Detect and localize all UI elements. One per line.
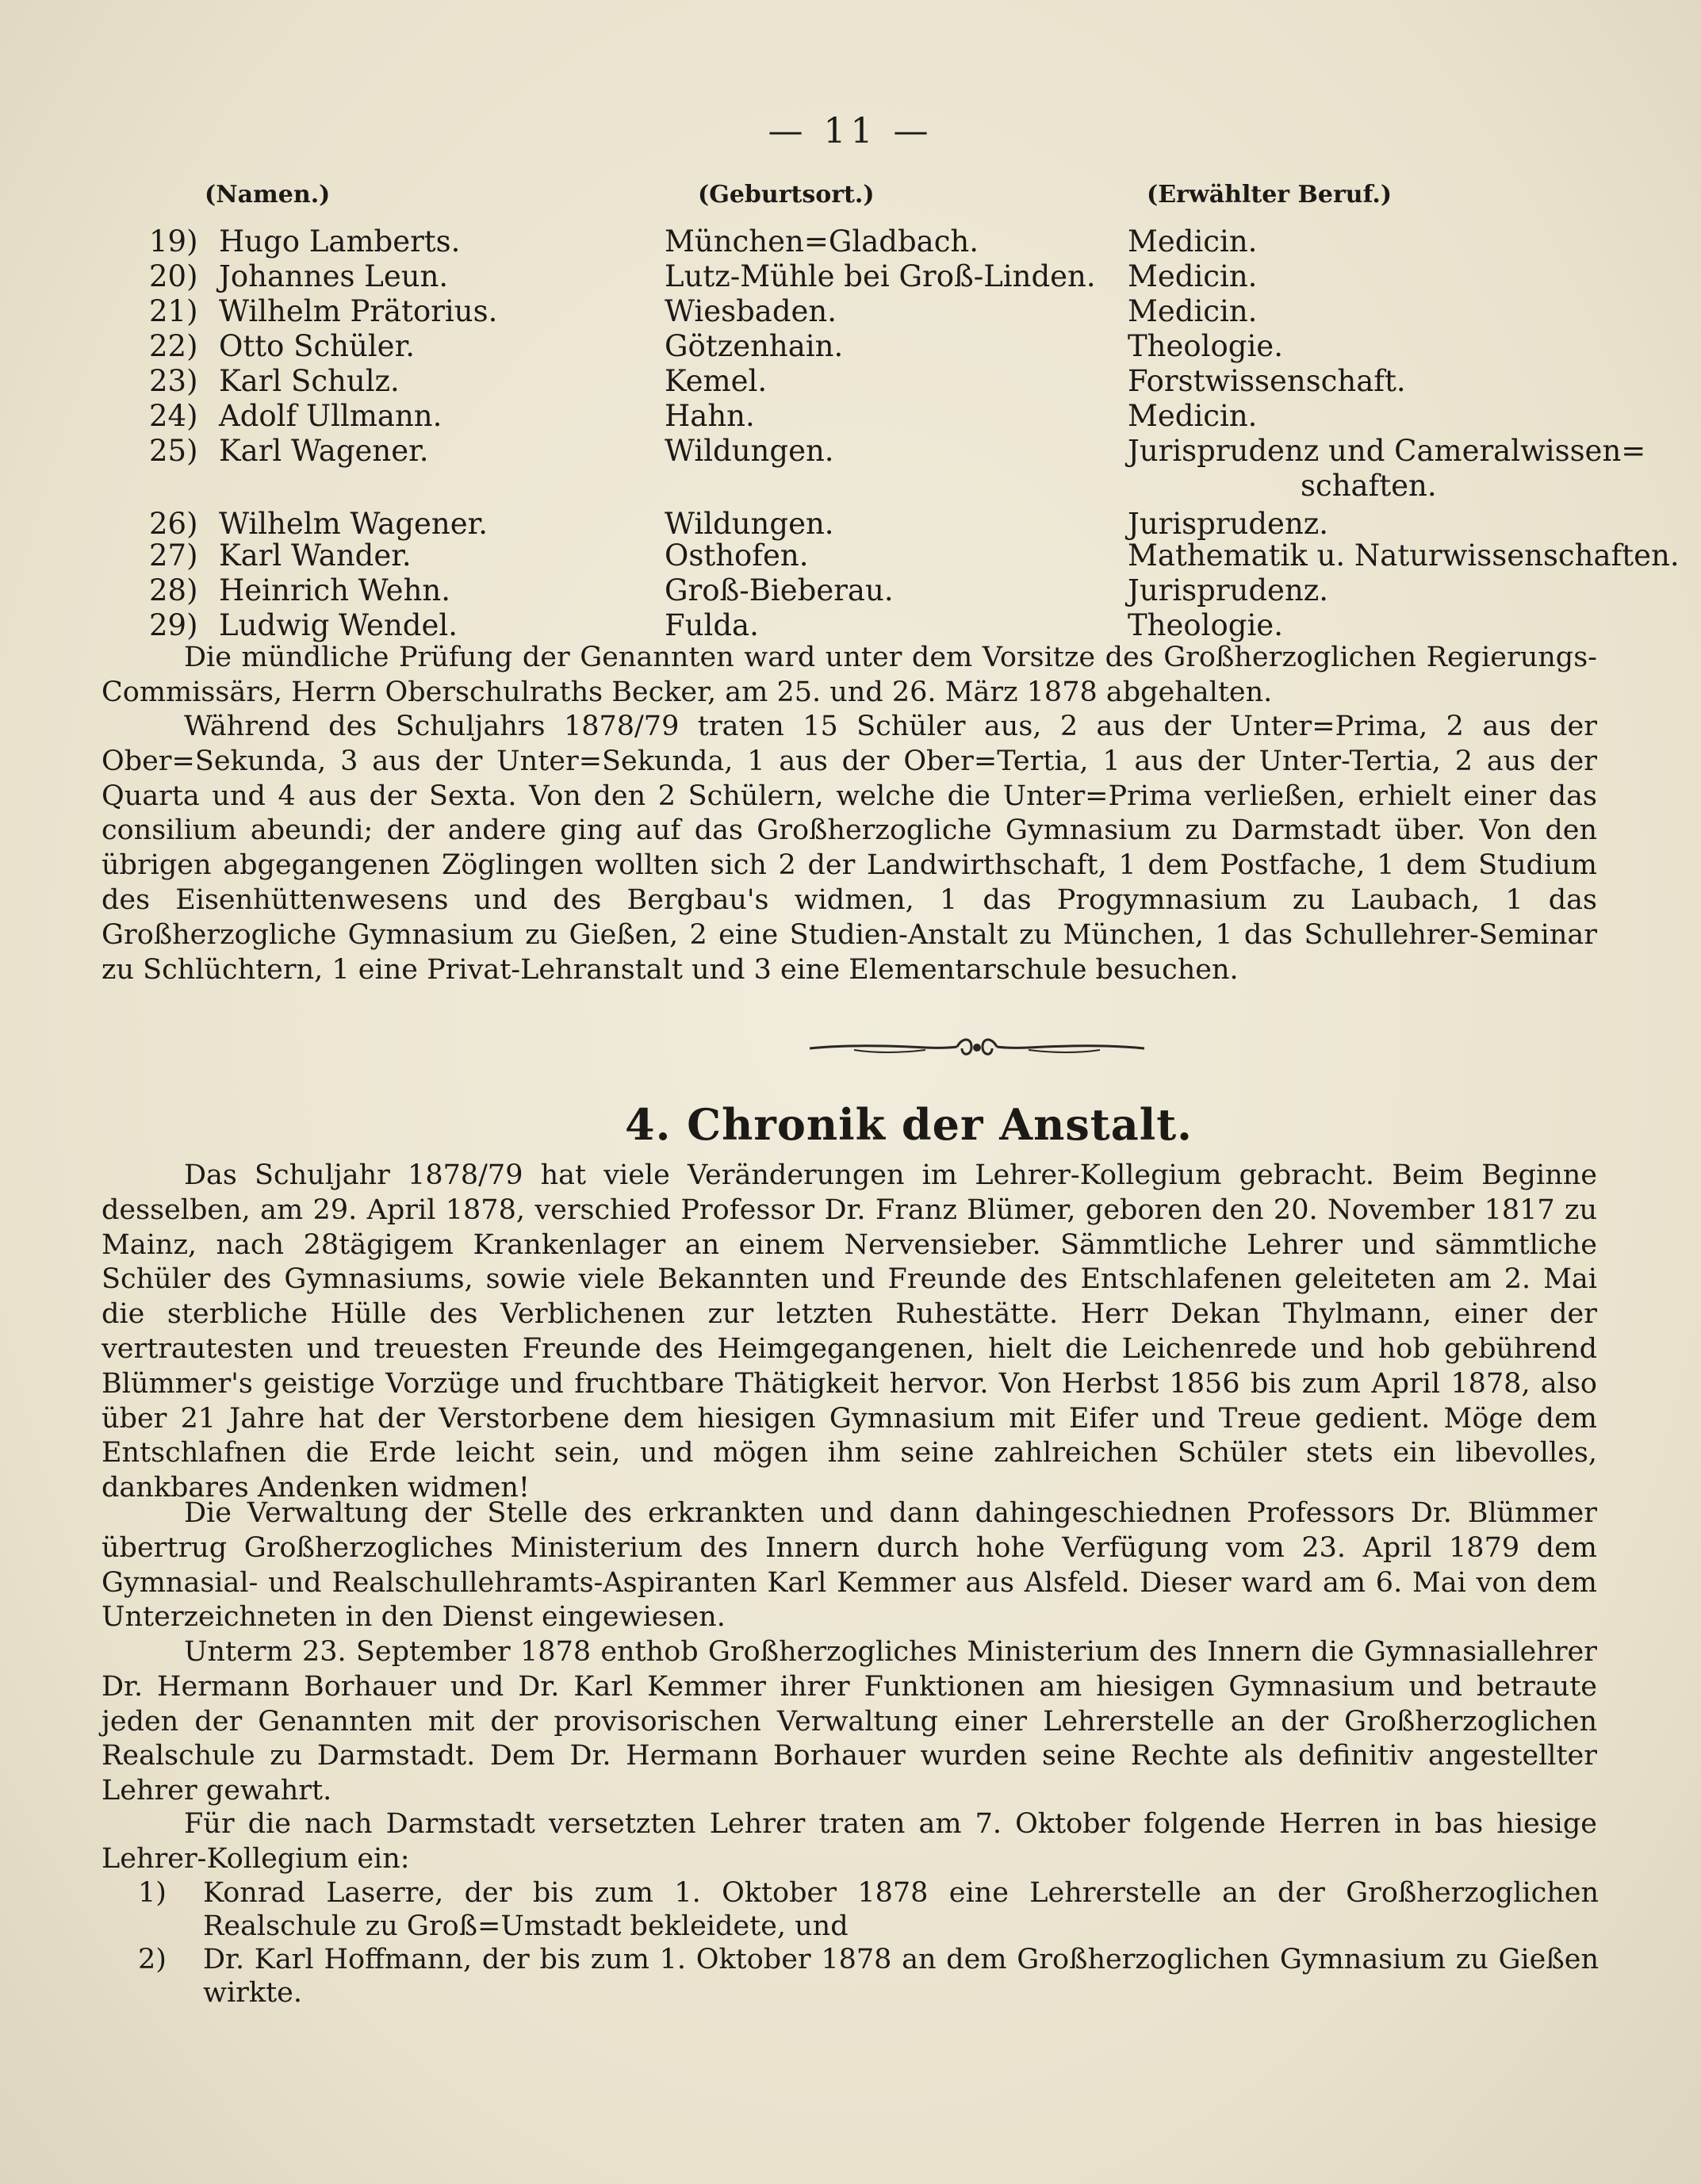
exam-paragraph bbox=[102, 641, 1597, 711]
list-item bbox=[0, 608, 1701, 643]
list-item bbox=[0, 259, 1701, 294]
chronicle-paragraph-4 bbox=[102, 1807, 1597, 1877]
departures-text: Während des Schuljahrs 1878/79 traten 15 Schüler aus, 2 aus der Unter=Prima, 2 aus der Ober=Sekunda, 3 aus der Unter=Sekunda, 1 aus der Ober=Tertia, 1 aus der Unter-Tertia, 2 aus der Quarta und 4 aus der Sexta. Von den 2 Schülern, welche die Unter=Prima verließen, erhielt einer das consilium abeundi; der andere ging auf das Großherzogliche Gymnasium zu Darmstadt über. Von den übrigen abgegangenen Zöglingen wollten sich 2 der Landwirthschaft, 1 dem Postfache, 1 dem Studium des Eisenhüttenwesens und des Bergbau's widmen, 1 das Progymnasium zu Laubach, 1 das Großherzogliche Gymnasium zu Gießen, 2 eine Studien-Anstalt zu München, 1 das Schullehrer-Seminar zu Schlüchtern, 1 eine Privat-Lehranstalt und 3 eine Elementarschule besuchen. bbox=[102, 711, 1597, 986]
graduate-name: Adolf Ullmann. bbox=[219, 399, 442, 433]
graduate-name: Hugo Lamberts. bbox=[219, 224, 461, 259]
column-header-career: (Erwählter Beruf.) bbox=[1147, 181, 1393, 209]
graduate-name: Wilhelm Wagener. bbox=[219, 507, 488, 541]
graduate-number: 22) bbox=[149, 329, 198, 363]
graduate-number: 26) bbox=[149, 507, 198, 541]
page-number: — 11 — bbox=[768, 111, 933, 151]
item-label: 2) bbox=[138, 1944, 167, 1975]
new-teacher-item bbox=[138, 1943, 1599, 2010]
chronicle-text: Das Schuljahr 1878/79 hat viele Veränderungen im Lehrer-Kollegium gebracht. Beim Beginne desselben, am 29. April 1878, verschied Professor Dr. Franz Blümer, geboren den 20. November 1817 zu Mainz, nach 28tägigem Krankenlager an einem Nervensieber. Sämmtliche Lehrer und sämmtliche Schüler des Gymnasiums, sowie viele Bekannten und Freunde des Entschlafenen geleiteten am 2. Mai die sterbliche Hülle des Verblichenen zur letzten Ruhestätte. Herr Dekan Thylmann, einer der vertrautesten und treuesten Freunde des Heimgegangenen, hielt die Leichenrede und hob gebührend Blümmer's geistige Vorzüge und fruchtbare Thätigkeit hervor. Von Herbst 1856 bis zum April 1878, also über 21 Jahre hat der Verstorbene dem hiesigen Gymnasium mit Eifer und Treue gedient. Möge dem Entschlafnen die Erde leicht sein, und mögen ihm seine zahlreichen Schüler stets ein libevolles, dankbares Andenken widmen! bbox=[102, 1159, 1597, 1504]
graduate-career: Medicin. bbox=[1128, 259, 1258, 293]
column-header-names: (Namen.) bbox=[205, 181, 331, 209]
graduate-career: Jurisprudenz. bbox=[1128, 507, 1329, 541]
graduate-career: Jurisprudenz. bbox=[1128, 573, 1329, 607]
graduate-name: Karl Wagener. bbox=[219, 434, 429, 468]
graduate-name: Karl Wander. bbox=[219, 538, 412, 573]
item-text: Dr. Karl Hoffmann, der bis zum 1. Oktober 1878 an dem Großherzoglichen Gymnasium zu Gießen wirkte. bbox=[203, 1944, 1599, 2009]
chronicle-paragraph-1 bbox=[102, 1159, 1597, 1506]
chronicle-text: Unterm 23. September 1878 enthob Großherzogliches Ministerium des Innern die Gymnasiallehrer Dr. Hermann Borhauer und Dr. Karl Kemmer ihrer Funktionen am hiesigen Gymnasium und betraute jeden der Genannten mit der provisorischen Verwaltung einer Lehrerstelle an der Großherzoglichen Realschule zu Darmstadt. Dem Dr. Hermann Borhauer wurden seine Rechte als definitiv angestellter Lehrer gewahrt. bbox=[102, 1636, 1597, 1807]
graduate-birthplace: Wildungen. bbox=[665, 434, 834, 468]
graduate-number: 24) bbox=[149, 399, 198, 433]
graduate-career: Medicin. bbox=[1128, 224, 1258, 259]
chronicle-text: Die Verwaltung der Stelle des erkrankten und dann dahingeschiednen Professors Dr. Blümmer übertrug Großherzogliches Ministerium des Innern durch hohe Verfügung vom 23. April 1879 dem Gymnasial- und Realschullehramts-Aspiranten Karl Kemmer aus Alsfeld. Dieser ward am 6. Mai von dem Unterzeichneten in den Dienst eingewiesen. bbox=[102, 1497, 1597, 1634]
graduate-name: Wilhelm Prätorius. bbox=[219, 294, 498, 328]
graduate-birthplace: Osthofen. bbox=[665, 538, 809, 573]
list-item bbox=[0, 364, 1701, 399]
graduate-number: 29) bbox=[149, 608, 198, 642]
section-title: 4. Chronik der Anstalt. bbox=[625, 1099, 1193, 1150]
graduate-career: Theologie. bbox=[1128, 329, 1283, 363]
graduate-birthplace: Wildungen. bbox=[665, 507, 834, 541]
graduate-number: 21) bbox=[149, 294, 198, 328]
item-text: Konrad Laserre, der bis zum 1. Oktober 1878 eine Lehrerstelle an der Großherzoglichen Realschule zu Groß=Umstadt bekleidete, und bbox=[203, 1877, 1599, 1942]
graduate-birthplace: Hahn. bbox=[665, 399, 755, 433]
list-item-continuation bbox=[0, 469, 1701, 502]
list-item bbox=[0, 399, 1701, 434]
exam-text: Die mündliche Prüfung der Genannten ward unter dem Vorsitze des Großherzoglichen Regierungs-Commissärs, Herrn Oberschulraths Becker, am 25. und 26. März 1878 abgehalten. bbox=[102, 642, 1597, 708]
decorative-divider-icon bbox=[806, 1033, 1147, 1064]
graduate-number: 20) bbox=[149, 259, 198, 293]
graduate-number: 27) bbox=[149, 538, 198, 573]
graduate-number: 28) bbox=[149, 573, 198, 607]
graduate-birthplace: München=Gladbach. bbox=[665, 224, 979, 259]
graduate-name: Otto Schüler. bbox=[219, 329, 415, 363]
graduate-birthplace: Fulda. bbox=[665, 608, 759, 642]
graduate-career-continued: schaften. bbox=[1301, 469, 1437, 503]
graduate-birthplace: Wiesbaden. bbox=[665, 294, 837, 328]
graduate-career: Medicin. bbox=[1128, 399, 1258, 433]
graduate-name: Johannes Leun. bbox=[219, 259, 449, 293]
graduate-career: Jurisprudenz und Cameralwissen= bbox=[1128, 434, 1646, 468]
graduate-birthplace: Kemel. bbox=[665, 364, 768, 398]
graduate-birthplace: Lutz-Mühle bei Groß-Linden. bbox=[665, 259, 1096, 293]
new-teacher-item bbox=[138, 1876, 1599, 1943]
chronicle-paragraph-2 bbox=[102, 1496, 1597, 1635]
graduate-birthplace: Groß-Bieberau. bbox=[665, 573, 894, 607]
chronicle-paragraph-3 bbox=[102, 1635, 1597, 1809]
graduate-career: Forstwissenschaft. bbox=[1128, 364, 1406, 398]
list-item bbox=[0, 224, 1701, 259]
graduate-name: Heinrich Wehn. bbox=[219, 573, 450, 607]
list-item bbox=[0, 434, 1701, 469]
list-item bbox=[0, 294, 1701, 329]
list-item bbox=[0, 329, 1701, 364]
graduate-number: 25) bbox=[149, 434, 198, 468]
departures-paragraph bbox=[102, 710, 1597, 987]
graduate-list bbox=[0, 224, 1701, 643]
graduate-career: Theologie. bbox=[1128, 608, 1283, 642]
graduate-number: 23) bbox=[149, 364, 198, 398]
chronicle-text: Für die nach Darmstadt versetzten Lehrer traten am 7. Oktober folgende Herren in bas hiesige Lehrer-Kollegium ein: bbox=[102, 1808, 1597, 1875]
item-label: 1) bbox=[138, 1877, 167, 1909]
list-item bbox=[0, 502, 1701, 541]
graduate-name: Ludwig Wendel. bbox=[219, 608, 458, 642]
column-header-birthplace: (Geburtsort.) bbox=[698, 181, 875, 209]
graduate-number: 19) bbox=[149, 224, 198, 259]
graduate-career: Medicin. bbox=[1128, 294, 1258, 328]
list-item bbox=[0, 538, 1701, 573]
list-item bbox=[0, 573, 1701, 608]
graduate-career: Mathematik u. Naturwissenschaften. bbox=[1128, 538, 1680, 573]
graduate-name: Karl Schulz. bbox=[219, 364, 400, 398]
graduate-birthplace: Götzenhain. bbox=[665, 329, 844, 363]
